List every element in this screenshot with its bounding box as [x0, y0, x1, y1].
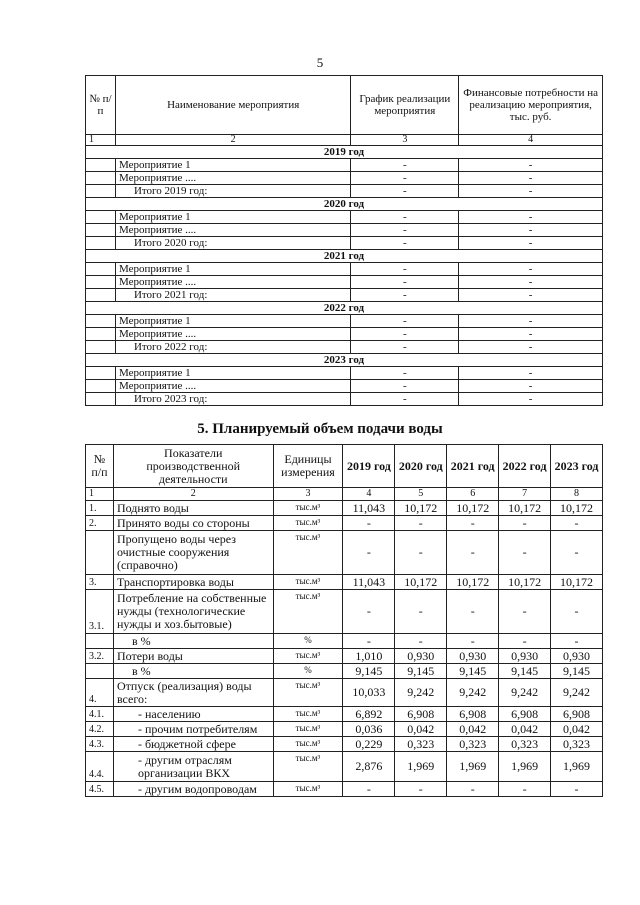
event-name: Мероприятие .... — [115, 328, 350, 341]
year-value: 9,145 — [447, 664, 499, 679]
event-name: Мероприятие 1 — [115, 211, 350, 224]
indicator-name: - прочим потребителям — [113, 722, 273, 737]
year-value: 0,042 — [395, 722, 447, 737]
event-no — [86, 393, 116, 406]
event-schedule: - — [351, 237, 459, 250]
indicator-name: - другим отраслям организации ВКХ — [113, 752, 273, 782]
indicator-name: Отпуск (реализация) воды всего: — [113, 679, 273, 707]
table-row — [86, 634, 603, 649]
event-no — [86, 159, 116, 172]
year-value: - — [499, 516, 551, 531]
event-row — [86, 328, 603, 341]
row-number: 4.3. — [86, 737, 114, 752]
event-no — [86, 224, 116, 237]
event-finance: - — [459, 393, 603, 406]
unit: % — [273, 664, 343, 679]
event-schedule: - — [351, 159, 459, 172]
year-value: - — [343, 531, 395, 575]
year-value: - — [395, 634, 447, 649]
unit: % — [273, 634, 343, 649]
event-finance: - — [459, 263, 603, 276]
table-row — [86, 501, 603, 516]
event-finance: - — [459, 328, 603, 341]
t2-colnum: 3 — [273, 488, 343, 501]
event-row — [86, 263, 603, 276]
event-finance: - — [459, 211, 603, 224]
event-name: Итого 2019 год: — [115, 185, 350, 198]
year-value: 0,323 — [499, 737, 551, 752]
event-schedule: - — [351, 367, 459, 380]
table-row — [86, 737, 603, 752]
event-schedule: - — [351, 289, 459, 302]
indicator-name: - населению — [113, 707, 273, 722]
table-row — [86, 575, 603, 590]
event-no — [86, 211, 116, 224]
table-row — [86, 516, 603, 531]
row-number: 4.1. — [86, 707, 114, 722]
year-value: - — [343, 782, 395, 797]
row-number: 4. — [86, 679, 114, 707]
event-row — [86, 393, 603, 406]
year-value: 10,172 — [499, 501, 551, 516]
year-value: - — [343, 516, 395, 531]
event-no — [86, 367, 116, 380]
event-name: Мероприятие .... — [115, 224, 350, 237]
year-value: 9,242 — [447, 679, 499, 707]
year-value: - — [551, 782, 603, 797]
event-name: Итого 2023 год: — [115, 393, 350, 406]
year-value: 11,043 — [343, 575, 395, 590]
year-value: 1,010 — [343, 649, 395, 664]
unit: тыс.м³ — [273, 531, 343, 575]
year-value: - — [447, 531, 499, 575]
t1-colnum: 1 — [86, 135, 116, 146]
year-value: - — [395, 516, 447, 531]
year-value: 0,323 — [551, 737, 603, 752]
event-finance: - — [459, 224, 603, 237]
row-number: 4.4. — [86, 752, 114, 782]
t2-header-year: 2022 год — [499, 445, 551, 488]
year-value: - — [447, 590, 499, 634]
event-finance: - — [459, 237, 603, 250]
event-name: Мероприятие 1 — [115, 263, 350, 276]
year-value: 11,043 — [343, 501, 395, 516]
table-row — [86, 722, 603, 737]
section-title: 5. Планируемый объем подачи воды — [197, 421, 443, 437]
event-schedule: - — [351, 393, 459, 406]
year-value: 1,969 — [447, 752, 499, 782]
year-value: - — [499, 590, 551, 634]
year-value: - — [343, 590, 395, 634]
t2-header-unit: Единицы измерения — [273, 445, 343, 488]
water-supply-table — [85, 444, 603, 797]
year-value: - — [447, 634, 499, 649]
event-row — [86, 159, 603, 172]
table-row — [86, 679, 603, 707]
event-name: Итого 2022 год: — [115, 341, 350, 354]
year-value: 1,969 — [551, 752, 603, 782]
row-number — [86, 531, 114, 575]
year-value: 0,042 — [499, 722, 551, 737]
row-number: 3.1. — [86, 590, 114, 634]
year-row — [86, 250, 603, 263]
indicator-name: Пропущено воды через очистные сооружения (справочно) — [113, 531, 273, 575]
t2-header-year: 2023 год — [551, 445, 603, 488]
year-value: 0,229 — [343, 737, 395, 752]
event-schedule: - — [351, 185, 459, 198]
t2-colnum: 8 — [551, 488, 603, 501]
t1-colnum: 3 — [351, 135, 459, 146]
year-value: - — [551, 590, 603, 634]
year-value: 9,242 — [499, 679, 551, 707]
event-no — [86, 328, 116, 341]
table-row — [86, 707, 603, 722]
year-label: 2022 год — [86, 302, 603, 315]
year-value: 0,930 — [447, 649, 499, 664]
event-row — [86, 224, 603, 237]
year-value: 1,969 — [395, 752, 447, 782]
year-row — [86, 198, 603, 211]
year-label: 2019 год — [86, 146, 603, 159]
year-value: 0,930 — [499, 649, 551, 664]
event-name: Мероприятие .... — [115, 172, 350, 185]
event-no — [86, 341, 116, 354]
indicator-name: Транспортировка воды — [113, 575, 273, 590]
row-number — [86, 634, 114, 649]
event-name: Мероприятие 1 — [115, 159, 350, 172]
year-value: 10,172 — [551, 501, 603, 516]
event-schedule: - — [351, 224, 459, 237]
indicator-name: - бюджетной сфере — [113, 737, 273, 752]
event-row — [86, 276, 603, 289]
t1-header-finance: Финансовые потребности на реализацию мероприятия, тыс. руб. — [459, 76, 603, 135]
t2-header-year: 2020 год — [395, 445, 447, 488]
event-row — [86, 237, 603, 250]
indicator-name: Потребление на собственные нужды (технологические нужды и хоз.бытовые) — [113, 590, 273, 634]
year-label: 2021 год — [86, 250, 603, 263]
year-value: 10,172 — [551, 575, 603, 590]
unit: тыс.м³ — [273, 722, 343, 737]
table-row — [86, 531, 603, 575]
event-finance: - — [459, 367, 603, 380]
year-value: - — [447, 782, 499, 797]
year-value: 10,172 — [395, 501, 447, 516]
event-row — [86, 341, 603, 354]
year-value: 0,042 — [551, 722, 603, 737]
year-value: - — [551, 634, 603, 649]
unit: тыс.м³ — [273, 501, 343, 516]
indicator-name: в % — [113, 664, 273, 679]
t2-colnum: 4 — [343, 488, 395, 501]
t2-colnum: 2 — [113, 488, 273, 501]
year-value: 0,930 — [395, 649, 447, 664]
t2-colnum: 5 — [395, 488, 447, 501]
event-schedule: - — [351, 263, 459, 276]
t1-header-name: Наименование мероприятия — [115, 76, 350, 135]
event-name: Мероприятие .... — [115, 380, 350, 393]
table-row — [86, 752, 603, 782]
row-number: 2. — [86, 516, 114, 531]
event-no — [86, 380, 116, 393]
event-schedule: - — [351, 380, 459, 393]
t2-colnum: 7 — [499, 488, 551, 501]
year-value: - — [551, 531, 603, 575]
year-value: - — [551, 516, 603, 531]
year-value: 10,172 — [447, 501, 499, 516]
event-schedule: - — [351, 276, 459, 289]
year-value: 9,145 — [499, 664, 551, 679]
indicator-name: Принято воды со стороны — [113, 516, 273, 531]
t1-header-schedule: График реализации мероприятия — [351, 76, 459, 135]
row-number: 3.2. — [86, 649, 114, 664]
year-value: - — [395, 590, 447, 634]
year-value: 9,145 — [395, 664, 447, 679]
event-no — [86, 289, 116, 302]
unit: тыс.м³ — [273, 516, 343, 531]
year-value: 6,908 — [499, 707, 551, 722]
year-value: 6,908 — [447, 707, 499, 722]
year-value: 0,323 — [395, 737, 447, 752]
event-finance: - — [459, 315, 603, 328]
year-value: 6,908 — [395, 707, 447, 722]
t2-header-year: 2021 год — [447, 445, 499, 488]
year-value: - — [499, 634, 551, 649]
year-value: 1,969 — [499, 752, 551, 782]
year-value: 10,172 — [447, 575, 499, 590]
unit: тыс.м³ — [273, 752, 343, 782]
t2-colnum: 6 — [447, 488, 499, 501]
event-schedule: - — [351, 328, 459, 341]
row-number — [86, 664, 114, 679]
event-row — [86, 211, 603, 224]
table-row — [86, 782, 603, 797]
year-row — [86, 302, 603, 315]
year-value: - — [395, 531, 447, 575]
year-value: 9,145 — [551, 664, 603, 679]
event-finance: - — [459, 172, 603, 185]
event-name: Мероприятие 1 — [115, 315, 350, 328]
year-value: 9,242 — [395, 679, 447, 707]
t2-colnum: 1 — [86, 488, 114, 501]
event-no — [86, 276, 116, 289]
year-value: 10,172 — [499, 575, 551, 590]
indicator-name: Потери воды — [113, 649, 273, 664]
unit: тыс.м³ — [273, 679, 343, 707]
event-row — [86, 185, 603, 198]
event-row — [86, 172, 603, 185]
year-value: 0,036 — [343, 722, 395, 737]
year-value: 0,930 — [551, 649, 603, 664]
year-label: 2023 год — [86, 354, 603, 367]
event-schedule: - — [351, 315, 459, 328]
year-value: 0,323 — [447, 737, 499, 752]
t1-header-no: № п/п — [86, 76, 116, 135]
table-row — [86, 590, 603, 634]
event-finance: - — [459, 380, 603, 393]
year-row — [86, 354, 603, 367]
year-value: - — [395, 782, 447, 797]
unit: тыс.м³ — [273, 782, 343, 797]
row-number: 4.5. — [86, 782, 114, 797]
event-row — [86, 315, 603, 328]
year-value: 10,033 — [343, 679, 395, 707]
row-number: 3. — [86, 575, 114, 590]
year-value: - — [343, 634, 395, 649]
year-value: 6,908 — [551, 707, 603, 722]
event-no — [86, 263, 116, 276]
event-no — [86, 172, 116, 185]
year-value: 6,892 — [343, 707, 395, 722]
event-finance: - — [459, 185, 603, 198]
t2-header-year: 2019 год — [343, 445, 395, 488]
unit: тыс.м³ — [273, 649, 343, 664]
event-schedule: - — [351, 211, 459, 224]
event-finance: - — [459, 276, 603, 289]
year-row — [86, 146, 603, 159]
unit: тыс.м³ — [273, 575, 343, 590]
year-value: - — [499, 531, 551, 575]
event-row — [86, 289, 603, 302]
event-row — [86, 380, 603, 393]
row-number: 1. — [86, 501, 114, 516]
year-value: 0,042 — [447, 722, 499, 737]
year-label: 2020 год — [86, 198, 603, 211]
t2-header-indicator: Показатели производственной деятельности — [113, 445, 273, 488]
year-value: - — [499, 782, 551, 797]
indicator-name: в % — [113, 634, 273, 649]
year-value: 9,242 — [551, 679, 603, 707]
event-no — [86, 185, 116, 198]
event-name: Мероприятие .... — [115, 276, 350, 289]
event-name: Итого 2020 год: — [115, 237, 350, 250]
event-schedule: - — [351, 341, 459, 354]
event-name: Мероприятие 1 — [115, 367, 350, 380]
event-name: Итого 2021 год: — [115, 289, 350, 302]
table-row — [86, 649, 603, 664]
row-number: 4.2. — [86, 722, 114, 737]
year-value: - — [447, 516, 499, 531]
event-no — [86, 237, 116, 250]
t1-colnum: 2 — [115, 135, 350, 146]
t1-colnum: 4 — [459, 135, 603, 146]
events-schedule-table — [85, 75, 603, 406]
unit: тыс.м³ — [273, 590, 343, 634]
event-schedule: - — [351, 172, 459, 185]
year-value: 9,145 — [343, 664, 395, 679]
unit: тыс.м³ — [273, 707, 343, 722]
event-finance: - — [459, 341, 603, 354]
t2-header-no: № п/п — [86, 445, 114, 488]
indicator-name: - другим водопроводам — [113, 782, 273, 797]
event-no — [86, 315, 116, 328]
event-row — [86, 367, 603, 380]
year-value: 2,876 — [343, 752, 395, 782]
page-number: 5 — [316, 55, 324, 70]
event-finance: - — [459, 159, 603, 172]
unit: тыс.м³ — [273, 737, 343, 752]
table-row — [86, 664, 603, 679]
event-finance: - — [459, 289, 603, 302]
year-value: 10,172 — [395, 575, 447, 590]
indicator-name: Поднято воды — [113, 501, 273, 516]
